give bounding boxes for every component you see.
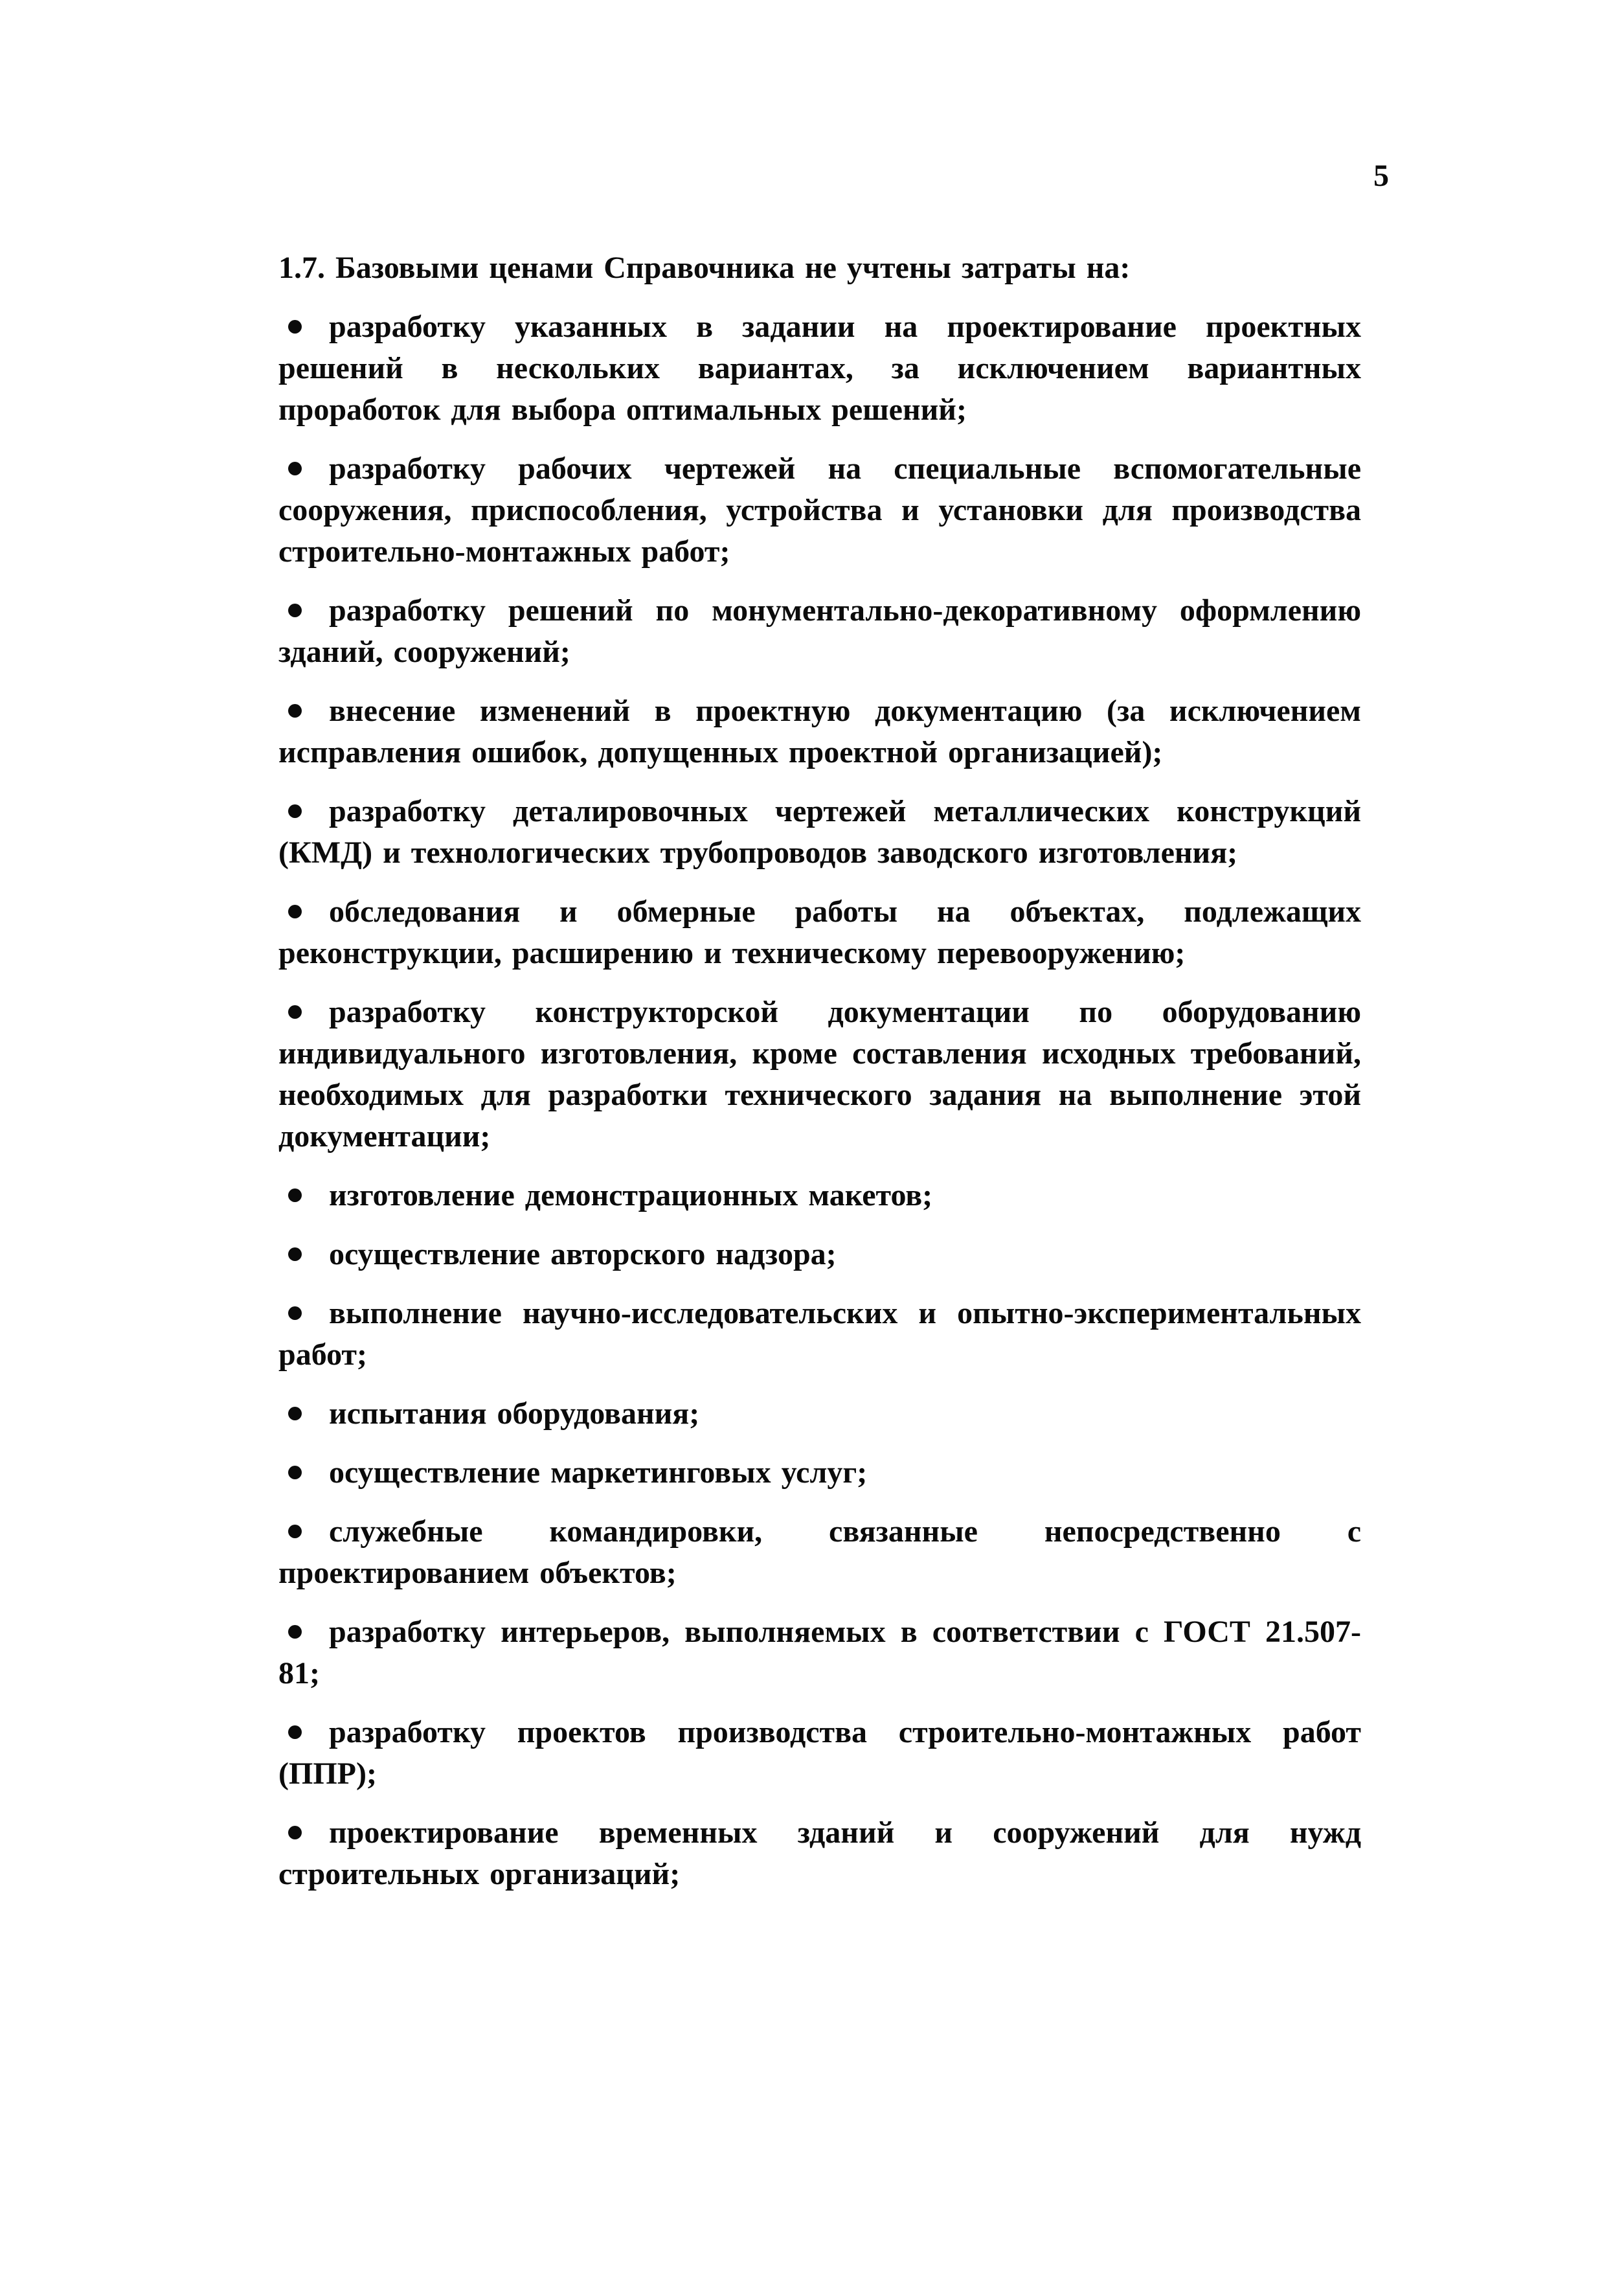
bullet-icon (288, 1466, 302, 1479)
list-item (278, 1293, 1361, 1376)
list-item (278, 1175, 1361, 1216)
list-item (278, 992, 1361, 1157)
section-heading: 1.7. Базовыми ценами Справочника не учтены затраты на: (278, 251, 1131, 285)
list-item (278, 1712, 1361, 1795)
list-item-text: обследования и обмерные работы на объектах, подлежащих реконструкции, расширению и техническому перевооружению; (278, 894, 1361, 970)
bullet-icon (288, 1525, 302, 1538)
bullet-icon (288, 1407, 302, 1420)
list-item (278, 306, 1361, 431)
list-item-text: осуществление авторского надзора; (329, 1237, 837, 1271)
bullet-icon (288, 1247, 302, 1261)
list-item (278, 590, 1361, 673)
list-item (278, 1812, 1361, 1895)
bullet-icon (288, 1188, 302, 1202)
list-item (278, 1393, 1361, 1435)
bullet-icon (288, 905, 302, 918)
list-item-text: служебные командировки, связанные непосредственно с проектированием объектов; (278, 1514, 1361, 1590)
list-item (278, 1611, 1361, 1694)
list-item-text: проектирование временных зданий и сооружений для нужд строительных организаций; (278, 1815, 1361, 1891)
bullet-icon (288, 804, 302, 818)
bullet-icon (288, 1625, 302, 1639)
bullet-icon (288, 1306, 302, 1320)
list-item-text: разработку проектов производства строительно-монтажных работ (ППР); (278, 1715, 1361, 1791)
bullet-icon (288, 1826, 302, 1839)
page-number: 5 (1373, 159, 1389, 193)
list-item-text: разработку решений по монументально-декоративному оформлению зданий, сооружений; (278, 593, 1361, 669)
list-item-text: разработку конструкторской документации по оборудованию индивидуального изготовления, кроме составления исходных требований, необходимых для разработки технического задания на выполнение этой документации; (278, 995, 1361, 1154)
list-item (278, 690, 1361, 773)
list-item-text: разработку указанных в задании на проектирование проектных решений в нескольких вариантах, за исключением вариантных проработок для выбора оптимальных решений; (278, 310, 1361, 427)
list-item-text: изготовление демонстрационных макетов; (329, 1178, 933, 1212)
bullet-icon (288, 1725, 302, 1739)
list-item (278, 1511, 1361, 1594)
bullet-icon (288, 604, 302, 617)
list-item-text: разработку интерьеров, выполняемых в соответствии с ГОСТ 21.507-81; (278, 1615, 1361, 1690)
list-item-text: испытания оборудования; (329, 1396, 700, 1431)
bullet-icon (288, 462, 302, 475)
list-item-text: внесение изменений в проектную документацию (за исключением исправления ошибок, допущенных проектной организацией); (278, 694, 1361, 769)
bullet-icon (288, 704, 302, 718)
list-item (278, 448, 1361, 573)
list-item (278, 891, 1361, 974)
list-item-text: выполнение научно-исследовательских и опытно-экспериментальных работ; (278, 1296, 1361, 1372)
list-item (278, 1234, 1361, 1275)
list-item-text: осуществление маркетинговых услуг; (329, 1455, 868, 1490)
bullet-icon (288, 320, 302, 334)
list-item (278, 1452, 1361, 1494)
list-item-text: разработку рабочих чертежей на специальные вспомогательные сооружения, приспособления, устройства и установки для производства строительно-монтажных работ; (278, 451, 1361, 569)
bullet-icon (288, 1005, 302, 1019)
list-item-text: разработку деталировочных чертежей металлических конструкций (КМД) и технологических трубопроводов заводского изготовления; (278, 794, 1361, 870)
list-item (278, 791, 1361, 874)
page-content (278, 247, 1361, 1895)
